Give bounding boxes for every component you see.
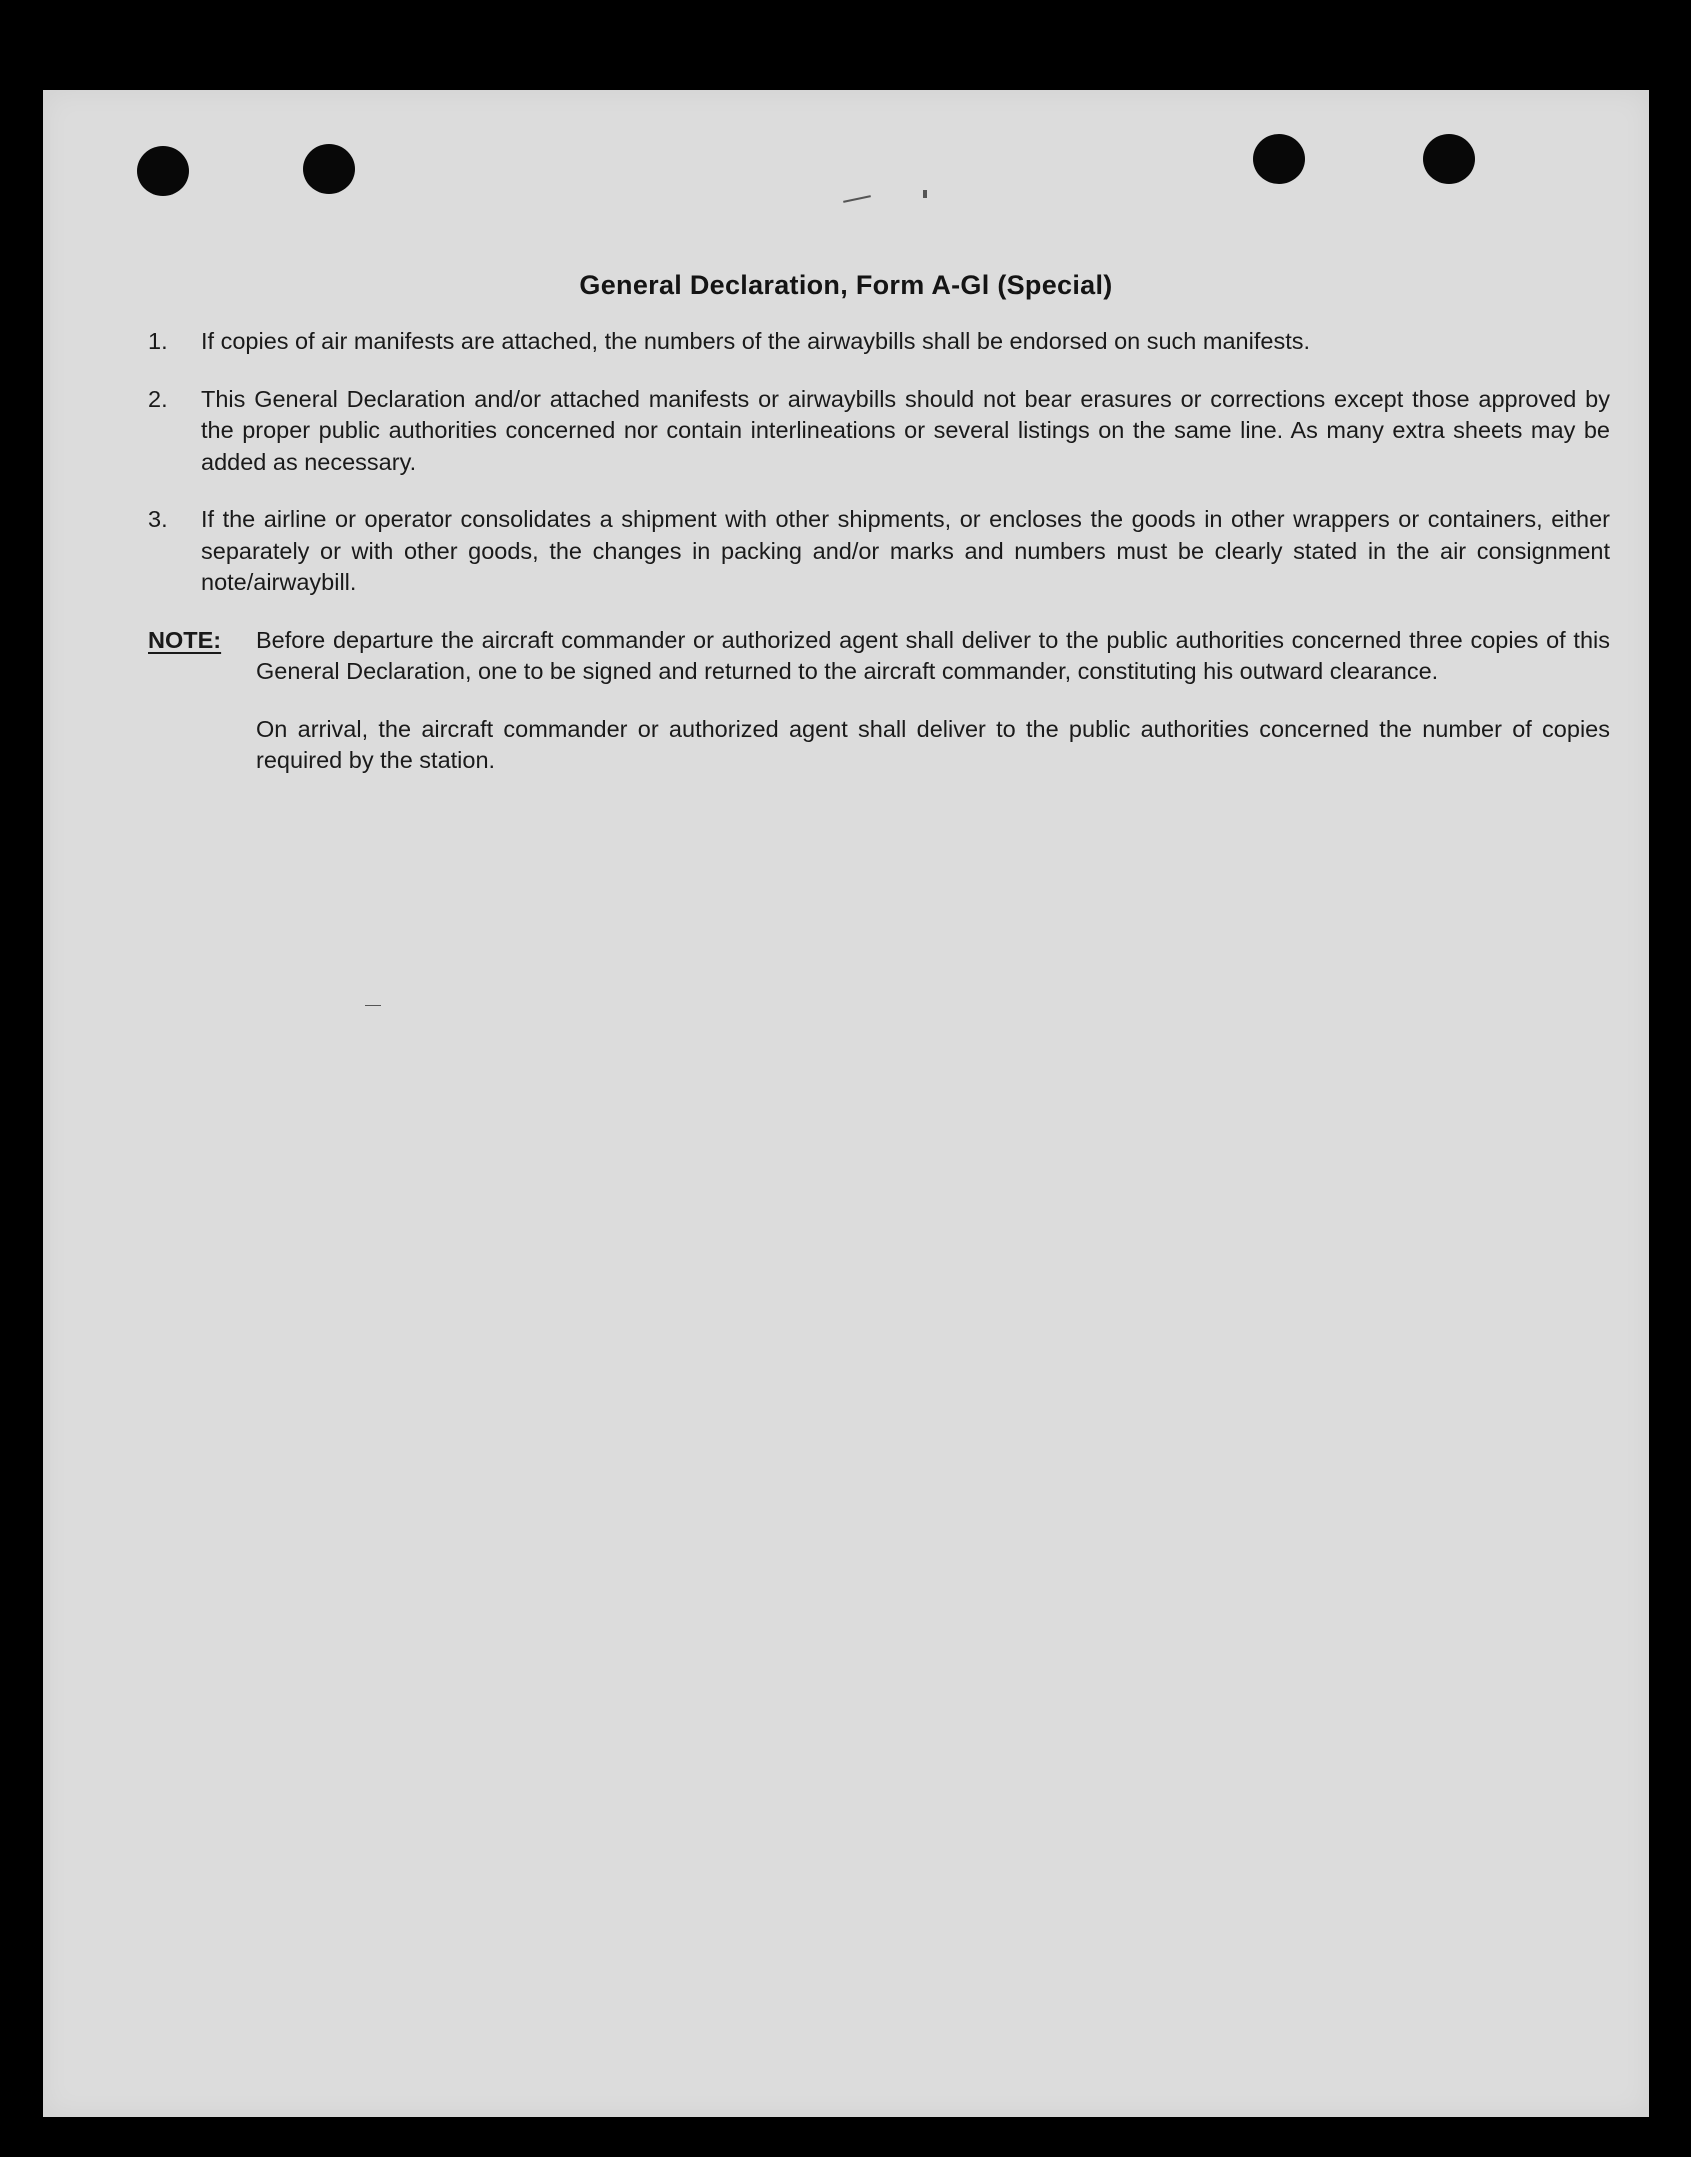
punch-hole-icon [303, 144, 355, 194]
note-section [148, 625, 1610, 803]
item-text: If copies of air manifests are attached, the numbers of the airwaybills shall be endorsed on such manifests. [201, 328, 1310, 354]
item-text: If the airline or operator consolidates a shipment with other shipments, or encloses the goods in other wrappers or containers, either separately or with other goods, the changes in packing and/or marks and numbers must be clearly stated in the air consignment note/airwaybill. [201, 506, 1610, 595]
note-paragraph: On arrival, the aircraft commander or authorized agent shall deliver to the public authorities concerned the number of copies required by the station. [256, 715, 1610, 773]
note-paragraph: Before departure the aircraft commander or authorized agent shall deliver to the public authorities concerned three copies of this General Declaration, one to be signed and returned to the aircraft commander, constituting his outward clearance. [256, 626, 1610, 684]
note-body [256, 625, 1610, 803]
scan-mark [365, 1005, 381, 1006]
scan-mark [923, 190, 927, 198]
punch-hole-icon [137, 146, 189, 196]
note-label: NOTE: [148, 626, 222, 653]
item-number: 2. [148, 385, 168, 412]
list-item [148, 504, 1610, 599]
document-body [148, 326, 1610, 803]
item-number: 3. [148, 506, 168, 532]
list-item [148, 384, 1610, 479]
document-title: General Declaration, Form A-Gl (Special) [579, 270, 1113, 301]
item-number: 1. [148, 328, 168, 354]
punch-hole-icon [1423, 134, 1475, 184]
scan-mark [843, 195, 871, 203]
punch-hole-icon [1253, 134, 1305, 184]
list-item [148, 326, 1610, 358]
document-page [43, 90, 1649, 2117]
item-text: This General Declaration and/or attached manifests or airwaybills should not bear erasures or corrections except those approved by the proper public authorities concerned nor contain interlineations or several listings on the same line. As many extra sheets may be added as necessary. [201, 385, 1610, 475]
